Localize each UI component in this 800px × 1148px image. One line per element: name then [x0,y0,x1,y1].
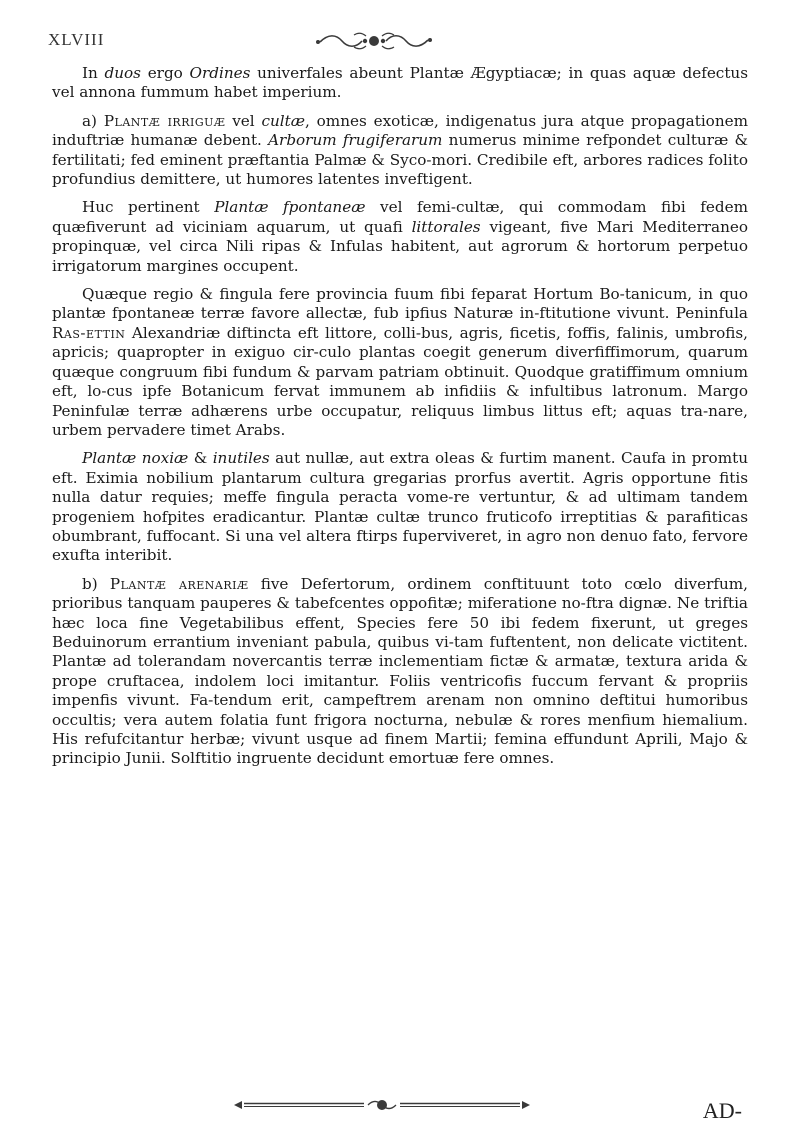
page-number: XLVIII [48,30,105,49]
page-header [48,30,752,60]
paragraph-plantae-irriguae: a) Plantæ irriguæ vel cultæ, omnes exoticæ, indigenatus jura atque propagationem induftriæ humanæ debent. Arborum frugiferarum numerus minime refpondet culturæ & fertilitati; fed eminent præftantia Palmæ & Syco-mori. Credibile eft, arbores radices folito profundius demittere, ut humores latentes inveftigent. [52,111,748,189]
paragraph-plantae-arenariae: b) Plantæ arenariæ five Defertorum, ordinem conftituunt toto cœlo diverfum, prioribus tanquam pauperes & tabefcentes oppofitæ; miferatione no-ftra dignæ. Ne triftia hæc loca fine Vegetabilibus effent, Species fere 50 ibi fedem fixerunt, ut greges Beduinorum errantium inveniant pabula, quibus vi-tam fuftentent, non delicate victitent. Plantæ ad tolerandam novercantis terræ inclementiam fictæ & armatæ, textura arida & prope cruftacea, indolem loci imitantur. Foliis ventricofis fuccum fervant & propriis impenfis vivunt. Fa-tendum erit, campeftrem arenam non omnino deftitui humoribus occultis; vera autem folatia funt frigora nocturna, nebulæ & rores menfium hiemalium. His refufcitantur herbæ; vivunt usque ad finem Martii; femina effundunt Aprili, Majo & principio Junii. Solftitio ingruente decidunt emortuæ fere omnes. [52,574,748,768]
paragraph-hortus-botanicus: Quæque regio & fingula fere provincia fuum fibi feparat Hortum Bo-tanicum, in quo plantæ fpontaneæ terræ favore allectæ, fub ipfius Naturæ in-ftitutione vivunt. Peninfula Ras-ettin Alexandriæ diftincta eft littore, colli-bus, agris, ficetis, foffis, falinis, umbrofis, apricis; quapropter in exiguo cir-culo plantas coegit generum diverfiffimorum, quarum quæque congruum fibi fundum & parvam patriam obtinuit. Quodque gratiffimum omnium eft, lo-cus ipfe Botanicum fervat immunem ab infidiis & infultibus latronum. Margo Peninfulæ terræ adhærens urbe occupatur, reliquus limbus littus eft; aquas tra-nare, urbem pervadere timet Arabs. [52,285,748,439]
catchword: AD- [702,1098,742,1123]
decorative-rule-icon [232,1098,532,1112]
paragraph-intro: In duos ergo Ordines univerfales abeunt Plantæ Ægyptiacæ; in quas aquæ defectus vel annona fummum habet imperium. [52,64,748,102]
paragraph-plantae-spontaneae: Huc pertinent Plantæ fpontaneæ vel femi-cultæ, qui commodam fibi fedem quæfiverunt ad viciniam aquarum, ut quafi littorales vigeant, five Mari Mediterraneo propinquæ, vel circa Nili ripas & Infulas habitent, aut agrorum & hortorum perpetuo irrigatorum margines occupent. [52,198,749,275]
ornament-vignette-icon [314,30,434,52]
paragraph-plantae-noxiae: Plantæ noxiæ & inutiles aut nullæ, aut extra oleas & furtim manent. Caufa in promtu eft. Eximia nobilium plantarum cultura gregarias prorfus avertit. Agris opportune fitis nulla datur requies; meffe fingula peracta vome-re vertuntur, & ad ultimam tandem progeniem hofpites eradicantur. Plantæ cultæ trunco fruticofo irreptitias & parafiticas obumbrant, fuffocant. Si una vel altera ftirps fuperviveret, in agro non denuo fato, fervore exufta interibit. [52,449,748,565]
body-text [52,64,748,769]
